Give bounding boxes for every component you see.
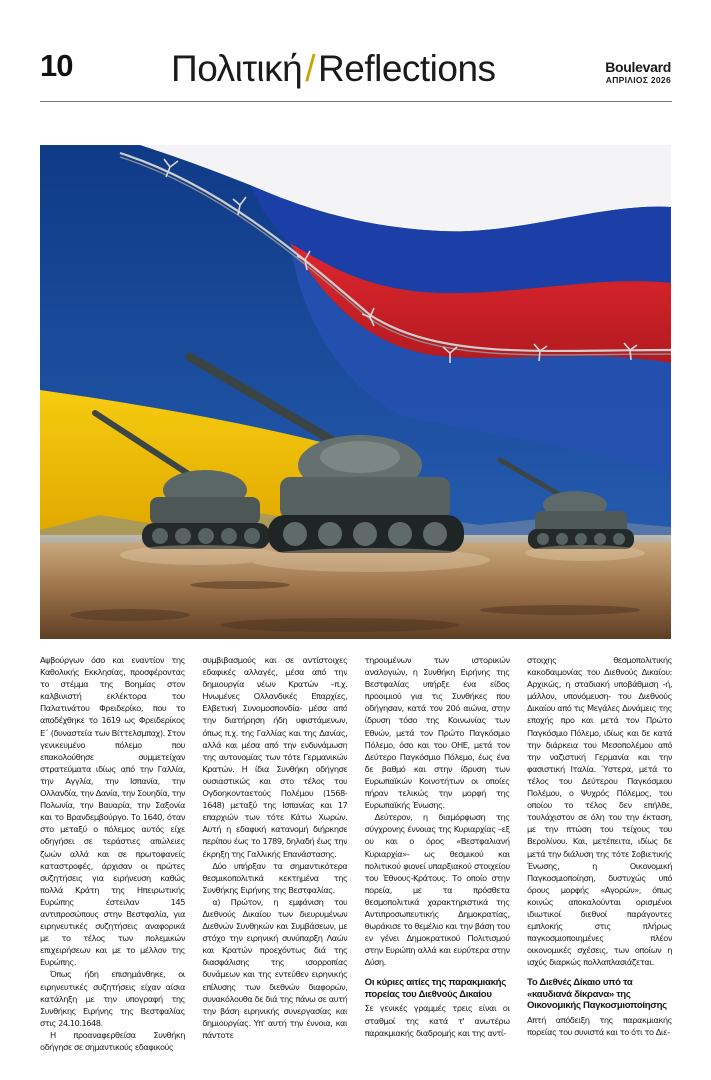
article-subheading: Οι κύριες αιτίες της παρακμιακής πορείας του Διεθνούς Δικαίου: [364, 977, 506, 1000]
article-paragraph: α) Πρώτον, η εμφάνιση του Διεθνούς Δικαίου των διευρυμένων Διεθνών Συνθηκών και Συμβάσεων, με στόχο την ειρηνική συνύπαρξη Λαών και Κρατών προεχόντως διά της διασφάλισης της ισορροπίας δυνάμεων και της εντεύθεν ειρηνικής επίλυσης των διεθνών διαφορών, συνακόλουθα δε διά της πάνω σε αυτή την βάση ειρηνικής συνεργασίας και δημιουργίας. Υπ' αυτή την έννοια, και πάντοτε: [202, 896, 348, 1040]
page-number: 10: [40, 48, 73, 83]
header-divider: [40, 101, 672, 102]
article-paragraph: Όπως ήδη επισημάνθηκε, οι ειρηνευτικές συζητήσεις είχαν αίσια κατάληξη με την υπογραφή της Συνθήκης Ειρήνης της Βεστφαλίας στις 24.10.1648.: [40, 969, 185, 1028]
article-body: [40, 654, 672, 1074]
article-paragraph: Δύο υπήρξαν τα σημαντικότερα θεσμικοπολιτικά κεκτημένα της Συνθήκης Ειρήνης της Βεστφαλίας.: [202, 860, 348, 895]
article-paragraph: Δεύτερον, η διαμόρφωση της σύγχρονης έννοιας της Κυριαρχίας –εξ ου και ο όρος «Βεστφαλιανή Κυριαρχία»- ως θεσμικού και πολιτικού φιονεί υπαρξιακού στοιχείου του Έθνους-Κράτους. Το οποίο στην πορεία, με τα πρόσθετα θεσμοπολιτικά χαρακτηριστικά της Αντιπροσωπευτικής Δημοκρατίας, θωράκισε το θεμέλιο και την βάση του εν γένει Δημοκρατικού Πολιτισμού στην Ευρώπη αλλά και ευρύτερα στην Δύση.: [364, 812, 510, 968]
section-name-english: Reflections: [318, 48, 496, 89]
article-paragraph: Η προαναφερθείσα Συνθήκη οδήγησε σε σημαντικούς εδαφικούς: [40, 1029, 185, 1052]
article-paragraph: Σε γενικές γραμμές τρεις είναι οι σταθμοί της κατά τ' ανωτέρω παρακμιακής διαδρομής και της αντί-: [364, 1003, 510, 1038]
article-paragraph: Απτή απόδειξη της παρακμιακής πορείας του συνιστά και το ότι το Διε-: [526, 1014, 672, 1038]
hero-image: [40, 145, 671, 639]
article-column-2: [202, 654, 347, 1074]
issue-date: ΑΠΡΙΛΙΟΣ 2026: [605, 75, 671, 85]
section-separator: /: [305, 48, 316, 89]
article-column-3: [365, 654, 510, 1074]
tanks-under-flags-illustration: [40, 145, 671, 639]
article-paragraph: Αψβούργων όσο και εναντίον της Καθολικής Εκκλησίας, προσφέροντας το στέμμα της Βοημίας στον καλβινιστή εκλέκτορα του Παλατινάτου Φρειδερίκο, που το αποδέχθηκε το 1619 ως Φρειδερίκος Ε΄ (δυναστεία των Βίττελσμπαχ). Στον γενικευμένο πόλεμο που επακολούθησε συμμετείχαν στρατεύματα ιδίως από την Γαλλία, την Αγγλία, την Ισπανία, την Ολλανδία, την Δανία, την Σουηδία, την Πολωνία, την Βαυαρία, την Σαξονία και το Βρανδεμβούργο. Το 1640, όταν στο μεταξύ ο πόλεμος αυτός είχε οδηγήσει σε τεράστιες απώλειες ζωών αλλά και σε πρωτοφανείς καταστροφές, άρχισαν οι πρώτες συζητήσεις για ειρήνευση καθώς πολλά Κράτη της Ηπειρωτικής Ευρώπης έστειλαν 145 αντιπροσώπους στην Βεστφαλία, για ειρηνευτικές συζητήσεις αναφορικά με το τέλος των πολεμικών επιχειρήσεων και με το μέλλον της Ευρώπης.: [40, 655, 185, 968]
publication-masthead: [605, 60, 671, 85]
publication-name: Boulevard: [605, 59, 671, 75]
article-column-4: [527, 654, 672, 1074]
section-name-greek: Πολιτική: [171, 48, 303, 89]
article-paragraph: συμβιβασμούς και σε αντίστοιχες εδαφικές αλλαγές, μέσα από την δημιουργία νέων Κρατών –π.χ. Ηνωμένες Ολλανδικές Επαρχίες, Ελβετική Συνομοσπονδία- μέσα από την διατήρηση ήδη υφιστάμενων, όπως π.χ. της Γαλλίας και της Δανίας, αλλά και μέσα από την ενδυνάμωση της αυτονομίας των τότε Γερμανικών Κρατών. Η ίδια Συνθήκη οδήγησε ουσιαστικώς και στο τέλος του Ογδοηκονταετούς Πολέμου (1568-1648) μεταξύ της Ισπανίας και 17 επαρχιών των τότε Κάτω Χωρών. Αυτή η εδαφική κατανομή διήρκησε περίπου έως το 1789, δηλαδή έως την έκρηξη της Γαλλικής Επανάστασης.: [202, 655, 348, 859]
section-title: [171, 50, 496, 87]
article-column-1: [40, 654, 185, 1074]
article-paragraph: στοιχης θεσμοπολιτικής κακοδαιμονίας του Διεθνούς Δικαίου: Αρχικώς, η σταδιακή υποβάθμιση -ή, μάλλον, υπονόμευση- του Διεθνούς Δικαίου από τις Μεγάλες Δυνάμεις της εποχής προ και μετά τον Πρώτο Παγκόσμιο Πόλεμο, ιδίως και δε κατά την διάρκεια του Μεσοπολέμου από την ναζιστική Γερμανία και την φασιστική Ιταλία. Ύστερα, μετά το τέλος του Δεύτερου Παγκόσμιου Πολέμου, ο Ψυχρός Πόλεμος, του οποίου το τέλος δεν επήλθε, τουλάχιστον σε όλη του την έκταση, με την πτώση του τείχους του Βερολίνου. Και, μετέπειτα, ιδίως δε μετά την διάλυση της τότε Σοβιετικής Ένωσης, η Οικονομική Παγκοσμιοποίηση, δυστυχώς υπό όρους μορφής «Αγορών», όπως κοινώς αποκαλούνται ορισμένοι ιδιωτικοί διεθνοί παράγοντες εμπλοκής στις πλήρως παγκοσμιοποιημένες πλέον οικονομικές σχέσεις, των οποίων η ισχύς διαρκώς πολλαπλασιάζεται.: [526, 655, 672, 968]
article-paragraph: τηρουμένων των ιστορικών αναλογιών, η Συνθήκη Ειρήνης της Βεστφαλίας υπήρξε ένα είδος προοιμιού για τις Συνθήκες που οδήγησαν, κατά τον 20ό αιώνα, στην ίδρυση τόσο της Κοινωνίας των Εθνών, μετά τον Πρώτο Παγκόσμιο Πόλεμο, όσο και του ΟΗΕ, μετά τον Δεύτερο Παγκόσμιο Πόλεμο, έως ένα δε βαθμό και στην ίδρυση των Ευρωπαϊκών Κοινοτήτων οι οποίες πήραν τελικώς την μορφή της Ευρωπαϊκής Ένωσης.: [364, 655, 510, 811]
article-subheading: Το Διεθνές Δίκαιο υπό τα «καυδιανά δίκρανα» της Οικονομικής Παγκοσμιοποίησης: [526, 977, 667, 1012]
